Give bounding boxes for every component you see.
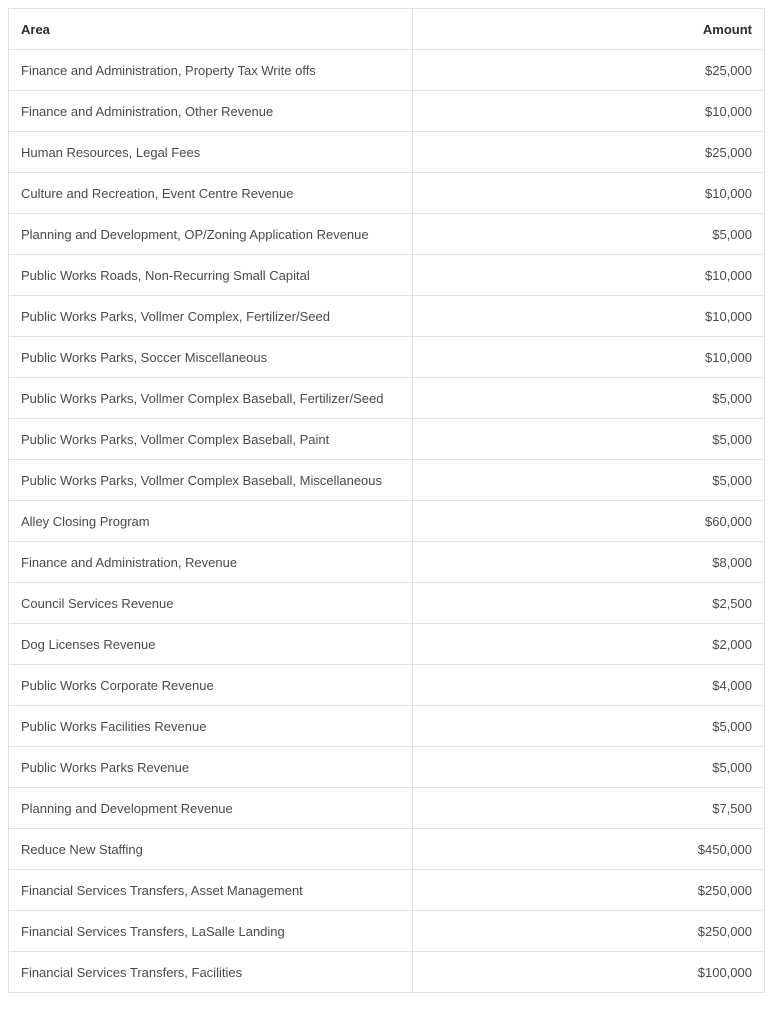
area-cell: Financial Services Transfers, Asset Management [9,870,413,911]
budget-table [8,8,765,993]
table-row [9,296,765,337]
area-cell: Planning and Development, OP/Zoning Application Revenue [9,214,413,255]
header-row [9,9,765,50]
amount-cell: $5,000 [413,747,765,788]
table-row [9,870,765,911]
amount-cell: $10,000 [413,337,765,378]
amount-cell: $5,000 [413,214,765,255]
table-row [9,583,765,624]
table-row [9,501,765,542]
area-cell: Human Resources, Legal Fees [9,132,413,173]
amount-cell: $10,000 [413,91,765,132]
table-row [9,91,765,132]
area-cell: Public Works Parks, Vollmer Complex Baseball, Miscellaneous [9,460,413,501]
amount-cell: $10,000 [413,255,765,296]
table-row [9,419,765,460]
amount-cell: $25,000 [413,50,765,91]
table-row [9,829,765,870]
table-row [9,952,765,993]
column-header-amount: Amount [413,9,765,50]
area-cell: Finance and Administration, Property Tax Write offs [9,50,413,91]
table-row [9,788,765,829]
area-cell: Finance and Administration, Revenue [9,542,413,583]
table-row [9,132,765,173]
area-cell: Public Works Parks, Vollmer Complex Baseball, Paint [9,419,413,460]
amount-cell: $100,000 [413,952,765,993]
area-cell: Financial Services Transfers, Facilities [9,952,413,993]
amount-cell: $7,500 [413,788,765,829]
amount-cell: $5,000 [413,419,765,460]
amount-cell: $10,000 [413,296,765,337]
area-cell: Reduce New Staffing [9,829,413,870]
area-cell: Public Works Corporate Revenue [9,665,413,706]
amount-cell: $60,000 [413,501,765,542]
amount-cell: $5,000 [413,378,765,419]
table-row [9,173,765,214]
table-row [9,542,765,583]
amount-cell: $10,000 [413,173,765,214]
table-row [9,337,765,378]
table-row [9,50,765,91]
area-cell: Public Works Parks Revenue [9,747,413,788]
area-cell: Dog Licenses Revenue [9,624,413,665]
area-cell: Public Works Facilities Revenue [9,706,413,747]
table-body [9,50,765,993]
area-cell: Public Works Parks, Vollmer Complex Baseball, Fertilizer/Seed [9,378,413,419]
table-row [9,214,765,255]
table-header [9,9,765,50]
table-row [9,624,765,665]
amount-cell: $250,000 [413,911,765,952]
amount-cell: $2,500 [413,583,765,624]
table-row [9,706,765,747]
amount-cell: $250,000 [413,870,765,911]
area-cell: Public Works Parks, Vollmer Complex, Fertilizer/Seed [9,296,413,337]
column-header-area: Area [9,9,413,50]
area-cell: Culture and Recreation, Event Centre Revenue [9,173,413,214]
table-row [9,378,765,419]
area-cell: Council Services Revenue [9,583,413,624]
amount-cell: $450,000 [413,829,765,870]
area-cell: Planning and Development Revenue [9,788,413,829]
area-cell: Alley Closing Program [9,501,413,542]
amount-cell: $5,000 [413,706,765,747]
amount-cell: $5,000 [413,460,765,501]
area-cell: Public Works Parks, Soccer Miscellaneous [9,337,413,378]
table-row [9,460,765,501]
amount-cell: $2,000 [413,624,765,665]
table-row [9,911,765,952]
amount-cell: $8,000 [413,542,765,583]
amount-cell: $4,000 [413,665,765,706]
table-row [9,665,765,706]
amount-cell: $25,000 [413,132,765,173]
area-cell: Public Works Roads, Non-Recurring Small Capital [9,255,413,296]
area-cell: Finance and Administration, Other Revenue [9,91,413,132]
table-row [9,747,765,788]
table-row [9,255,765,296]
area-cell: Financial Services Transfers, LaSalle Landing [9,911,413,952]
